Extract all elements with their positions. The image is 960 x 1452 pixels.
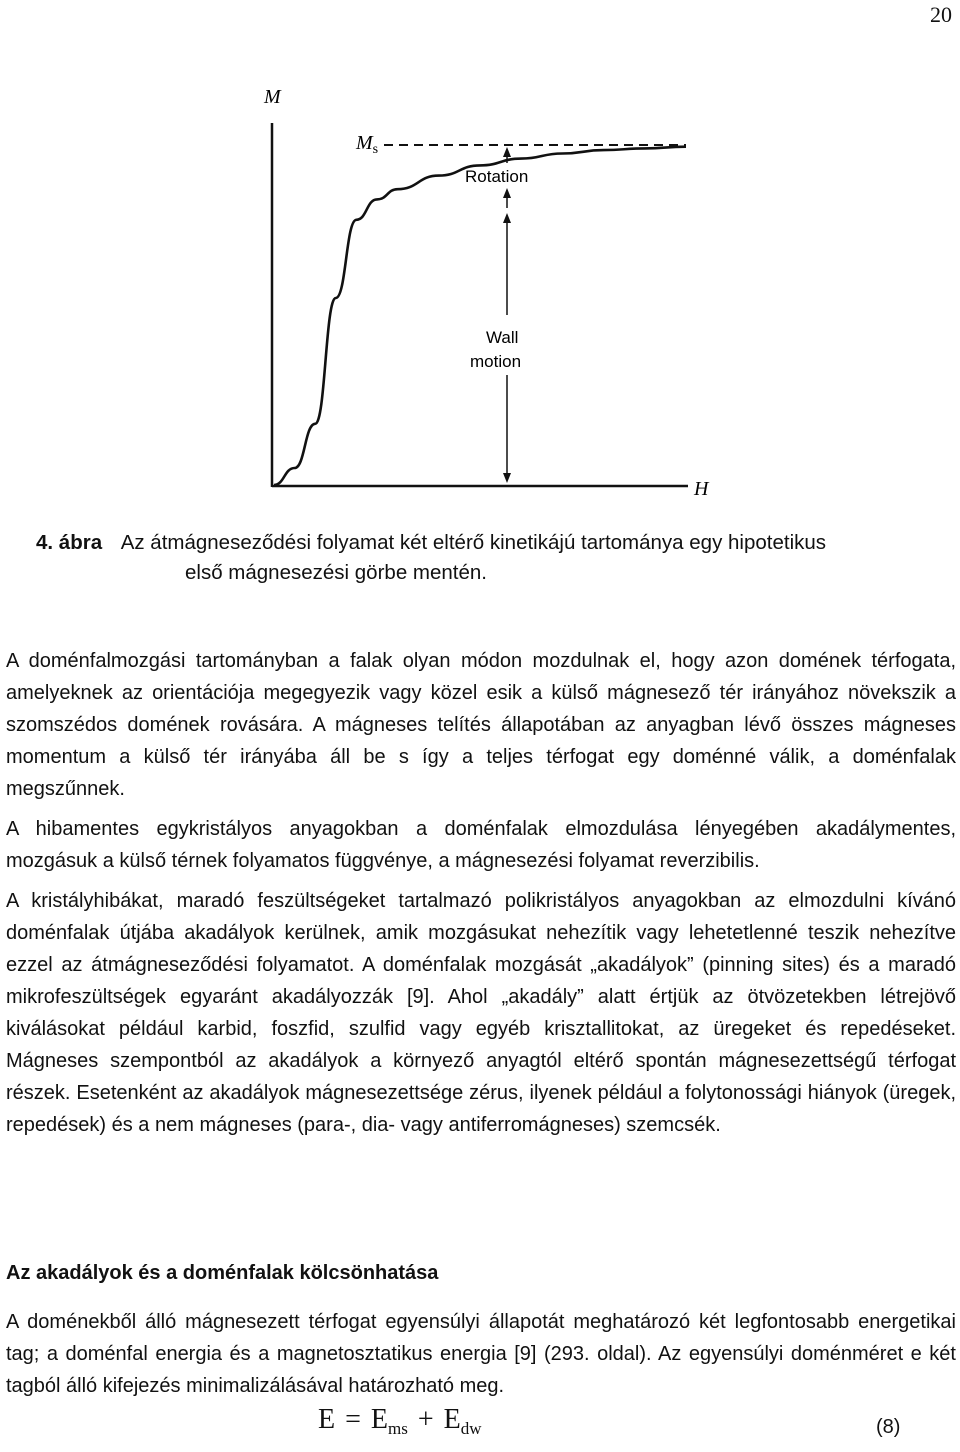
paragraph: A hibamentes egykristályos anyagokban a doménfalak elmozdulása lényegében akadálymentes, mozgásuk a külső térnek folyamatos függvénye, a mágnesezési folyamat reverzibilis. (6, 818, 956, 872)
saturation-label: $M_s$ (356, 132, 379, 157)
eq-term-2: E (443, 1404, 461, 1435)
x-axis-label: H (694, 478, 709, 500)
y-axis-label: M (264, 86, 281, 108)
rotation-label: Rotation (465, 167, 529, 186)
page-number: 20 (930, 2, 952, 27)
eq-plus: + (417, 1404, 434, 1435)
magnetization-curve (274, 147, 686, 485)
magnetization-chart (250, 75, 730, 505)
divider-arrowhead-up (503, 188, 511, 198)
body-text (6, 645, 956, 1141)
equation-number: (8) (876, 1416, 901, 1438)
wall-motion-arrowhead-bottom (503, 473, 511, 483)
rotation-arrowhead-up (503, 147, 511, 157)
caption-line-2: első mágnesezési görbe mentén. (185, 561, 487, 584)
eq-term-1: E (370, 1404, 389, 1435)
section-heading: Az akadályok és a doménfalak kölcsönhatása (6, 1262, 439, 1284)
motion-label: motion (470, 352, 522, 371)
paragraph: A kristályhibákat, maradó feszültségeket tartalmazó polikristályos anyagokban az elmozdulni kívánó doménfalak útjába akadályok kerülnek, amik mozgásukat nehezítik vagy lehetetlenné teszik nehezítve ezzel az átmágneseződési folyamatot. A doménfalak mozgását „akadályok” (pinning sites) és a maradó mikrofeszültségek egyaránt akadályozzák [9]. Ahol „akadály” alatt értjük az ötvözetekben létrejövő kiválásokat például karbid, foszfid, szulfid vagy egyéb krisztallitokat, az üregeket és repedéseket. Mágneses szempontból az akadályok a környező anyagtól eltérő spontán mágnesezettségű térfogat részek. Esetenként az akadályok mágnesezettsége zérus, ilyenek például a folytonossági hiányok (üregek, repedések) és a nem mágneses (para-, dia- vagy antiferromágneses) szemcsék. (6, 890, 956, 1136)
figure-number: 4. ábra (36, 531, 103, 554)
caption-line-1: Az átmágneseződési folyamat két eltérő kinetikájú tartománya egy hipotetikus (120, 531, 827, 554)
eq-lhs: E (318, 1404, 336, 1435)
equation (318, 1404, 482, 1439)
magnetization-curve-figure (250, 75, 730, 505)
paragraph: A doménfalmozgási tartományban a falak olyan módon mozdulnak el, hogy azon domének térfogata, amelyeknek az orientációja megegyezik vagy közel esik a külső mágnesező tér irányához növekszik a szomszédos domének rovására. A mágneses telítés állapotában az anyagban lévő összes mágneses momentum a külső tér irányába áll be s így a teljes térfogat egy doménné válik, a doménfalak megszűnnek. (6, 650, 956, 800)
eq-term-2-sub: dw (460, 1419, 482, 1438)
wall-label: Wall (486, 328, 519, 347)
section-paragraph: A doménekből álló mágnesezett térfogat egyensúlyi állapotát meghatározó két legfontosabb energetikai tag; a doménfal energia és a magnetosztatikus energia [9] (293. oldal). Az egyensúlyi doménméret e két tagból álló kifejezés minimalizálásával határozható meg. (6, 1311, 956, 1397)
figure-caption (0, 528, 960, 588)
eq-term-1-sub: ms (388, 1419, 408, 1438)
wall-motion-arrowhead-top (503, 213, 511, 223)
eq-equals: = (345, 1404, 361, 1435)
